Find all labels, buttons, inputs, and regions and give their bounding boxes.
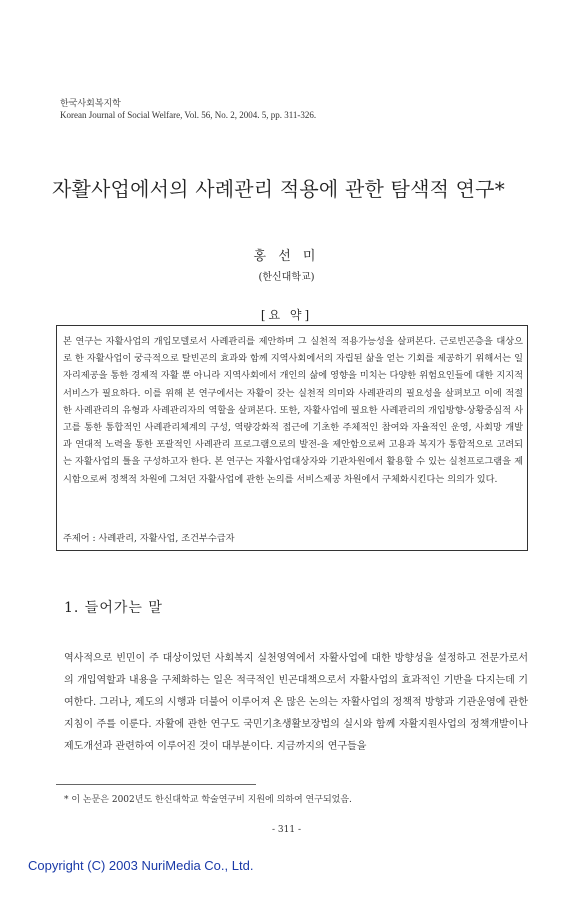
- journal-name-korean: 한국사회복지학: [60, 99, 121, 109]
- page-number: - 311 -: [272, 825, 301, 835]
- abstract-keywords: 주제어 : 사례관리, 자활사업, 조건부수급자: [63, 533, 235, 544]
- copyright-notice: Copyright (C) 2003 NuriMedia Co., Ltd.: [28, 858, 254, 873]
- author-affiliation: (한신대학교): [258, 272, 315, 283]
- footnote-divider: [56, 784, 256, 785]
- section-body: 역사적으로 빈민이 주 대상이었던 사회복지 실천영역에서 자활사업에 대한 방향성을 설정하고 전문가로서의 개입역할과 내용을 구체화하는 일은 적극적인 빈곤대책으로서 자활사업의 효과적인 기반을 다지는데 기여한다. 그러나, 제도의 시행과 더불어 이루어져 온 많은 논의는 자활사업의 정책적 방향과 기관운영에 관한 지침이 주를 이룬다. 자활에 관한 연구도 국민기초생활보장법의 실시와 함께 자활지원사업의 정책개발이나 제도개선과 관련하여 이루어진 것이 대부분이다. 지금까지의 연구들을: [64, 653, 528, 752]
- abstract-heading: [요 약]: [260, 308, 313, 322]
- section-title: 1. 들어가는 말: [64, 600, 163, 616]
- author-name: 홍 선 미: [253, 249, 320, 264]
- paper-title: 자활사업에서의 사례관리 적용에 관한 탐색적 연구*: [52, 177, 505, 201]
- footnote: * 이 논문은 2002년도 한신대학교 학술연구비 지원에 의하여 연구되었음.: [64, 795, 352, 805]
- abstract-body: 본 연구는 자활사업의 개입모델로서 사례관리를 제안하며 그 실천적 적용가능성을 살펴본다. 근로빈곤층을 대상으로 한 자활사업이 궁극적으로 탈빈곤의 효과와 함께 지역사회에서의 자립된 삶을 얻는 기회를 제공하기 위해서는 일자리제공을 통한 경제적 자활 뿐 아니라 지역사회에서 개인의 삶에 영향을 미치는 다양한 위험요인들에 대한 지지적 서비스가 필요하다. 이를 위해 본 연구에서는 자활이 갖는 실천적 의미와 사례관리의 필요성을 살펴보고 이에 적절한 사례관리의 유형과 사례관리자의 역할을 살펴본다. 또한, 자활사업에 필요한 사례관리의 개입방향-상황중심적 사고를 통한 통합적인 사례관리체계의 구성, 역량강화적 접근에 기초한 주체적인 참여와 자율적인 운영, 사회망 개발과 연대적 노력을 통한 포괄적인 사례관리 프로그램으로의 발전-을 제안함으로써 고용과 복지가 통합적으로 고려되는 자활사업의 틀을 구성하고자 한다. 본 연구는 자활사업대상자와 기관차원에서 활용할 수 있는 실천프로그램을 제시함으로써 정책적 차원에 그쳐던 자활사업에 관한 논의를 서비스제공 차원에서 구체화시킨다는 의의가 있다.: [63, 336, 523, 485]
- journal-citation: Korean Journal of Social Welfare, Vol. 56, No. 2, 2004. 5, pp. 311-326.: [60, 110, 317, 120]
